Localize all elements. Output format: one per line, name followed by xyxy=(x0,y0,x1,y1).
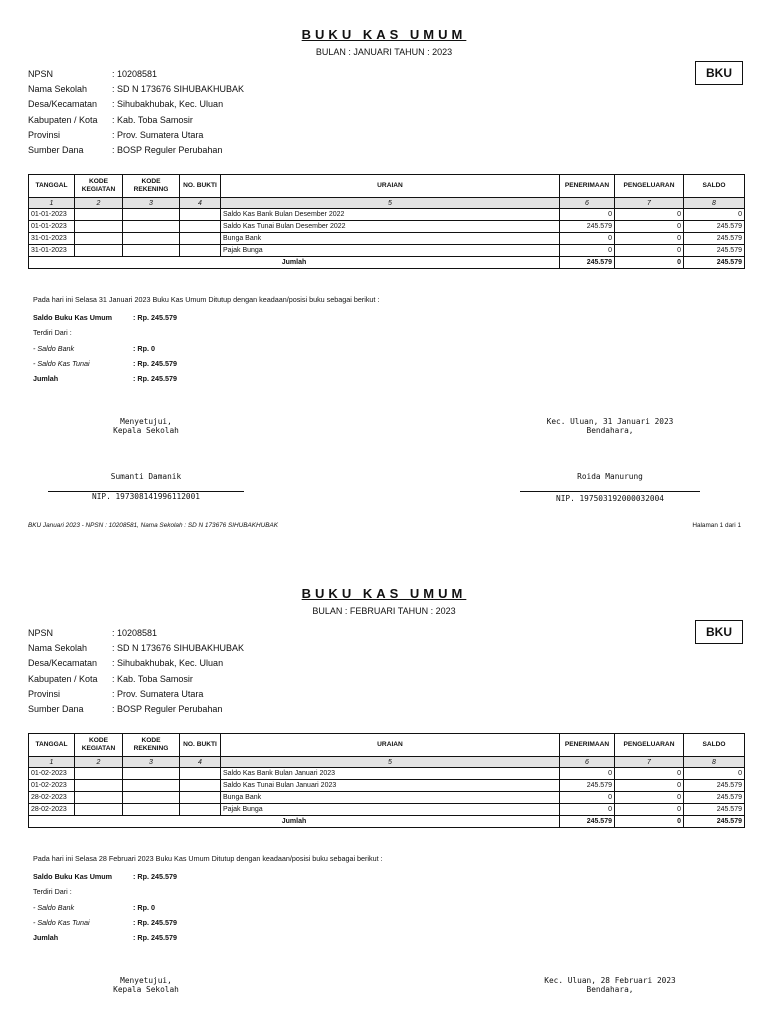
th-kode-rekening: KODE REKENING xyxy=(123,734,180,757)
th-penerimaan: PENERIMAAN xyxy=(560,734,615,757)
signature-left: Menyetujui, Kepala Sekolah xyxy=(113,976,179,994)
signature-right: Kec. Uluan, 31 Januari 2023 Bendahara, xyxy=(546,417,674,435)
info-row: Kabupaten / Kota : Kab. Toba Samosir xyxy=(28,114,193,125)
table-row: 31-01-2023 Pajak Bunga 0 0 245.579 xyxy=(29,245,745,257)
closing-statement: Pada hari ini Selasa 31 Januari 2023 Buku Kas Umum Ditutup dengan keadaan/posisi buku sebagai berikut : xyxy=(33,295,380,304)
page-subtitle: BULAN : JANUARI TAHUN : 2023 xyxy=(315,47,453,57)
page-subtitle: BULAN : FEBRUARI TAHUN : 2023 xyxy=(312,606,456,616)
th-kode-kegiatan: KODE KEGIATAN xyxy=(75,175,123,198)
table-row: 28-02-2023 Bunga Bank 0 0 245.579 xyxy=(29,792,745,804)
th-saldo: SALDO xyxy=(684,734,745,757)
bku-badge: BKU xyxy=(695,61,743,85)
signature-left: Menyetujui, Kepala Sekolah xyxy=(113,417,179,435)
th-no-bukti: NO. BUKTI xyxy=(180,175,221,198)
page-number: Halaman 1 dari 1 xyxy=(692,522,741,529)
table-header-row xyxy=(29,175,745,198)
info-row: Sumber Dana : BOSP Reguler Perubahan xyxy=(28,144,223,155)
th-penerimaan: PENERIMAAN xyxy=(560,175,615,198)
page-title: BUKU KAS UMUM xyxy=(301,586,467,601)
column-number-row: 1 2 3 4 5 6 7 8 xyxy=(29,757,745,768)
closing-statement: Pada hari ini Selasa 28 Februari 2023 Buku Kas Umum Ditutup dengan keadaan/posisi buku sebagai berikut : xyxy=(33,854,383,863)
table-total-row: Jumlah 245.579 0 245.579 xyxy=(29,257,745,269)
treasurer-name: Roida Manurung xyxy=(577,472,643,481)
bku-badge: BKU xyxy=(695,620,743,644)
table-row: 28-02-2023 Pajak Bunga 0 0 245.579 xyxy=(29,804,745,816)
info-row: Nama Sekolah : SD N 173676 SIHUBAKHUBAK xyxy=(28,84,245,95)
table-header-row xyxy=(29,734,745,757)
balance-summary: Saldo Buku Kas Umum : Rp. 245.579 Terdiri Dari : - Saldo Bank : Rp. 0 - Saldo Kas Tunai : Rp. 245.579 Jumlah : Rp. 245.579 xyxy=(33,872,177,943)
cash-book-table xyxy=(28,733,745,828)
th-pengeluaran: PENGELUARAN xyxy=(615,734,684,757)
signature-line xyxy=(520,491,700,492)
page-footer-left: BKU Januari 2023 - NPSN : 10208581, Nama Sekolah : SD N 173676 SIHUBAKHUBAK xyxy=(28,522,279,529)
info-row: Kabupaten / Kota : Kab. Toba Samosir xyxy=(28,673,193,684)
table-row: 01-02-2023 Saldo Kas Bank Bulan Januari 2023 0 0 0 xyxy=(29,768,745,780)
school-info xyxy=(28,69,244,160)
info-row: Sumber Dana : BOSP Reguler Perubahan xyxy=(28,703,223,714)
cash-book-table xyxy=(28,174,745,269)
table-row: 01-01-2023 Saldo Kas Tunai Bulan Desember 2022 245.579 0 245.579 xyxy=(29,221,745,233)
info-row: NPSN : 10208581 xyxy=(28,69,158,79)
principal-name: Sumanti Damanik xyxy=(110,472,182,481)
th-tanggal: TANGGAL xyxy=(29,175,75,198)
page-title: BUKU KAS UMUM xyxy=(301,27,467,42)
info-row: Desa/Kecamatan : Sihubakhubak, Kec. Uluan xyxy=(28,658,224,669)
th-no-bukti: NO. BUKTI xyxy=(180,734,221,757)
principal-nip: NIP. 197308141996112001 xyxy=(92,492,200,501)
info-row: Provinsi : Prov. Sumatera Utara xyxy=(28,129,204,140)
table-total-row: Jumlah 245.579 0 245.579 xyxy=(29,816,745,828)
th-uraian: URAIAN xyxy=(221,175,560,198)
th-kode-kegiatan: KODE KEGIATAN xyxy=(75,734,123,757)
column-number-row: 1 2 3 4 5 6 7 8 xyxy=(29,198,745,209)
table-row: 01-01-2023 Saldo Kas Bank Bulan Desember 2022 0 0 0 xyxy=(29,209,745,221)
th-saldo: SALDO xyxy=(684,175,745,198)
table-row: 31-01-2023 Bunga Bank 0 0 245.579 xyxy=(29,233,745,245)
table-row: 01-02-2023 Saldo Kas Tunai Bulan Januari 2023 245.579 0 245.579 xyxy=(29,780,745,792)
th-kode-rekening: KODE REKENING xyxy=(123,175,180,198)
th-tanggal: TANGGAL xyxy=(29,734,75,757)
bku-page-february xyxy=(0,559,768,1024)
th-pengeluaran: PENGELUARAN xyxy=(615,175,684,198)
info-row: Provinsi : Prov. Sumatera Utara xyxy=(28,688,204,699)
info-row: NPSN : 10208581 xyxy=(28,628,158,638)
info-row: Nama Sekolah : SD N 173676 SIHUBAKHUBAK xyxy=(28,643,245,654)
treasurer-nip: NIP. 197503192000032004 xyxy=(556,494,664,503)
signature-right: Kec. Uluan, 28 Februari 2023 Bendahara, xyxy=(544,976,676,994)
balance-summary: Saldo Buku Kas Umum : Rp. 245.579 Terdiri Dari : - Saldo Bank : Rp. 0 - Saldo Kas Tunai : Rp. 245.579 Jumlah : Rp. 245.579 xyxy=(33,313,177,384)
school-info xyxy=(28,628,244,719)
info-row: Desa/Kecamatan : Sihubakhubak, Kec. Uluan xyxy=(28,99,224,110)
th-uraian: URAIAN xyxy=(221,734,560,757)
